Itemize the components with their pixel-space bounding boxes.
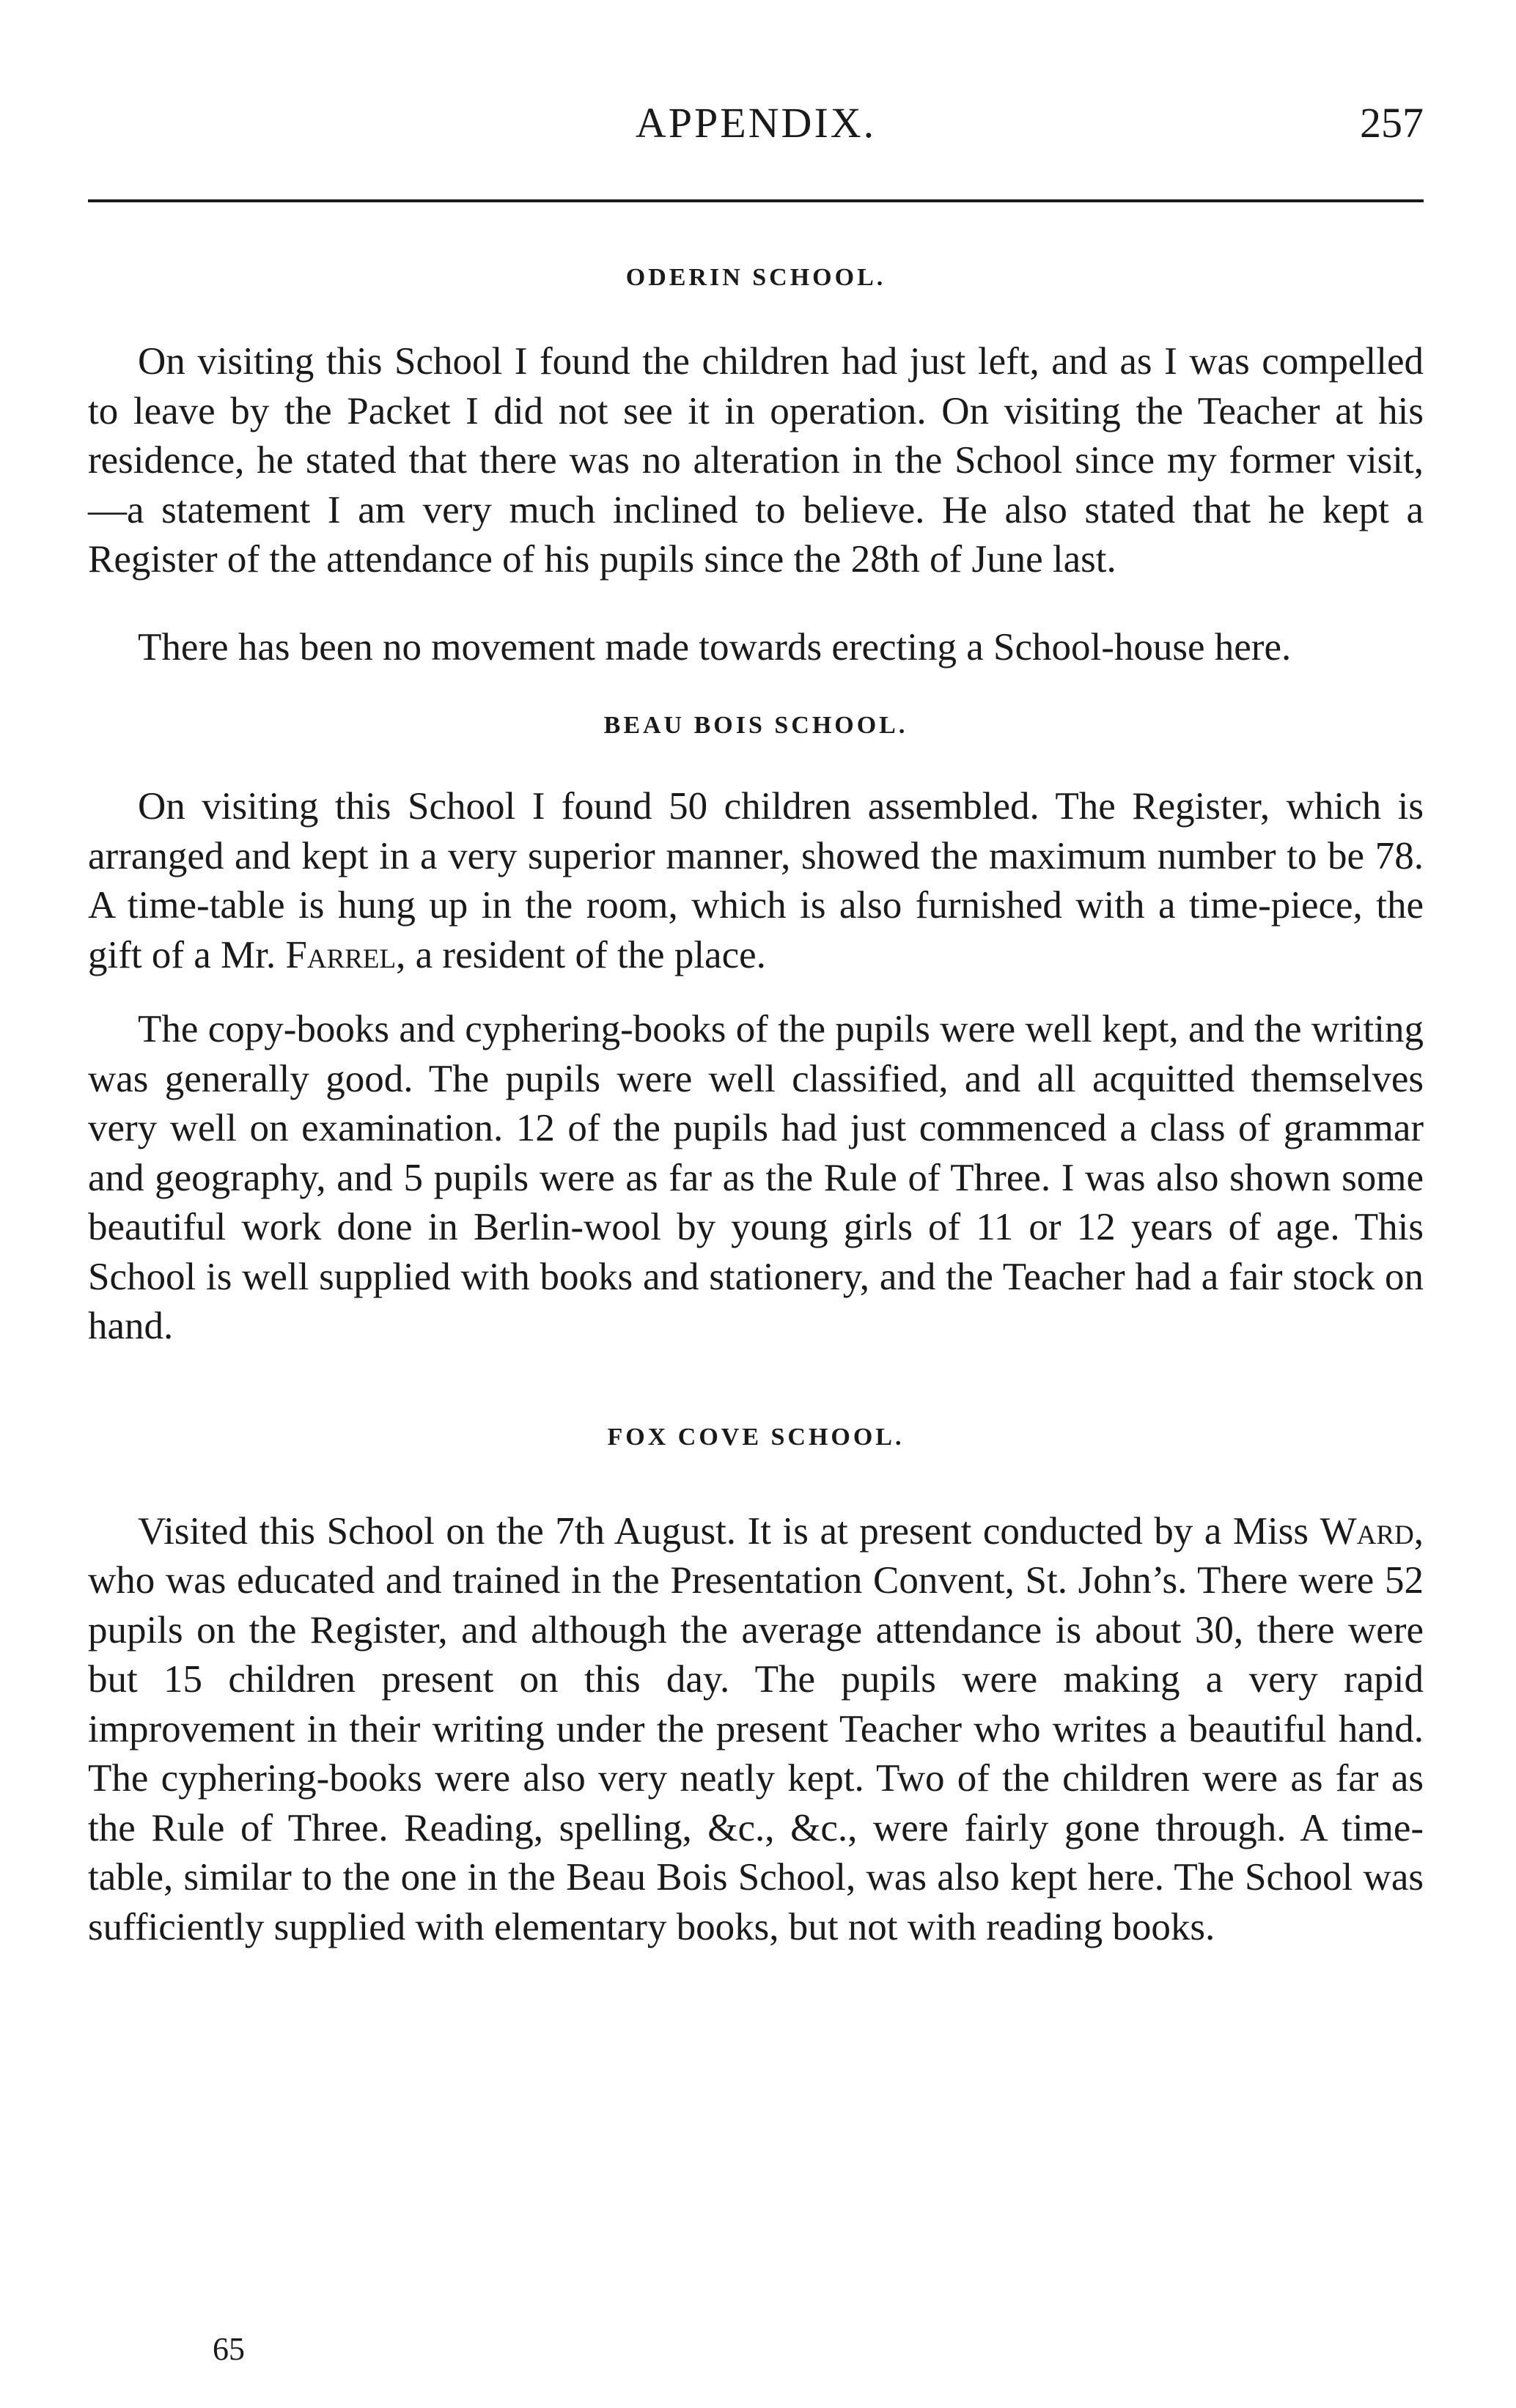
person-name: Ward <box>1320 1509 1414 1553</box>
body-text <box>88 249 1424 1952</box>
signature-mark: 65 <box>213 2331 245 2367</box>
paragraph: On visiting this School I found the children had just left, and as I was compelled to leave by the Packet I did not see it in operation. On visiting the Teacher at his residence, he stated that there was no alteration in the School since my former visit,—a statement I am very much inclined to believe. He also stated that he kept a Register of the attendance of his pupils since the 28th of June last. <box>88 340 1424 581</box>
section-fox-cove-school <box>88 1424 1424 1953</box>
page-number: 257 <box>1360 99 1424 147</box>
header-rule <box>88 199 1424 202</box>
section-heading: BEAU BOIS SCHOOL. <box>603 712 908 739</box>
paragraph: There has been no movement made towards erecting a School-house here. <box>138 625 1292 669</box>
paragraph-text: Visited this School on the 7th August. It is at present conducted by a Miss <box>138 1509 1320 1553</box>
paragraph-text: , who was educated and trained in the Presentation Convent, St. John’s. There were 52 pupils on the Register, and although the average attendance is about 30, there were but 15 children present on this day. The pupils were making a very rapid improvement in their writing under the present Teacher who writes a beautiful hand. The cyphering-books were also very neatly kept. Two of the children were as far as the Rule of Three. Reading, spelling, &c., &c., were fairly gone through. A time-table, similar to the one in the Beau Bois School, was also kept here. The School was sufficiently supplied with elementary books, but not with reading books. <box>88 1509 1424 1948</box>
section-heading: ODERIN SCHOOL. <box>625 264 886 291</box>
paragraph <box>88 782 1424 980</box>
page-header <box>88 94 1424 152</box>
paragraph-text: , a resident of the place. <box>396 933 766 976</box>
person-name: Farrel <box>285 933 397 976</box>
section-beau-bois-school <box>88 712 1424 1352</box>
paragraph: The copy-books and cyphering-books of the pupils were well kept, and the writing was generally good. The pupils were well classified, and all acquitted themselves very well on examination. 12 of the pupils had just commenced a class of grammar and geography, and 5 pupils were as far as the Rule of Three. I was also shown some beautiful work done in Berlin-wool by young girls of 11 or 12 years of age. This School is well supplied with books and stationery, and the Teacher had a fair stock on hand. <box>88 1008 1424 1347</box>
paragraph-text: On visiting this School I found 50 children assembled. The Register, which is arranged and kept in a very superior manner, showed the maximum number to be 78. A time-table is hung up in the room, which is also furnished with a time-piece, the gift of a Mr. <box>88 785 1424 976</box>
paragraph <box>88 1507 1424 1953</box>
section-heading: FOX COVE SCHOOL. <box>607 1423 905 1451</box>
section-oderin-school <box>88 264 1424 672</box>
running-title: APPENDIX. <box>635 99 877 147</box>
